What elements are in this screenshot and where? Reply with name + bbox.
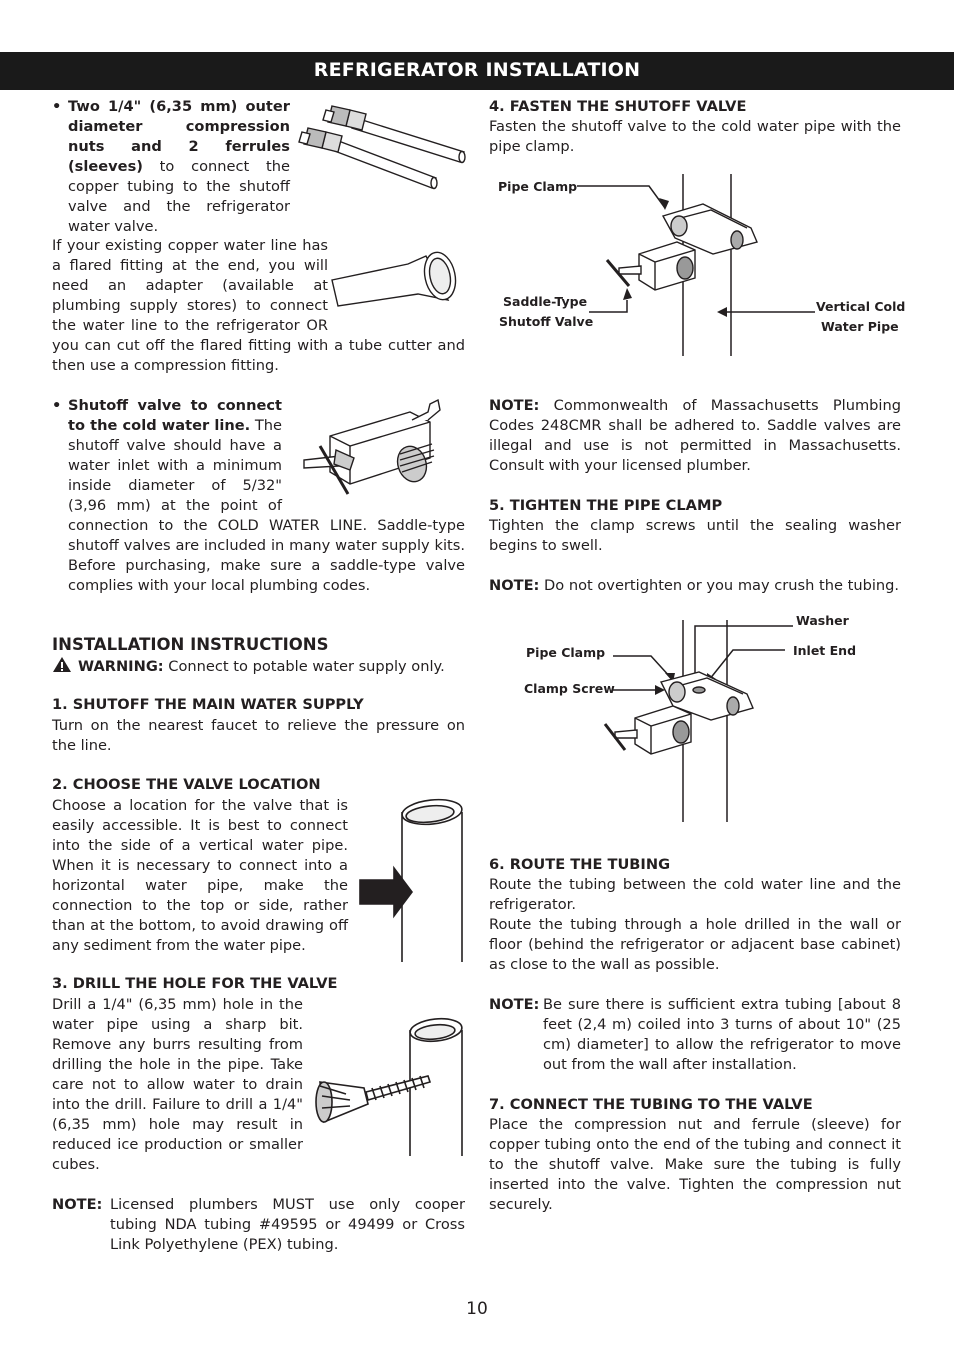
label-pipe-clamp-2: Pipe Clamp [526, 645, 606, 660]
step1-text: Turn on the nearest faucet to relieve the pressure on the line. [52, 717, 465, 754]
drill-bit-illustration [310, 1016, 466, 1156]
massachusetts-note: NOTE: Commonwealth of Massachusetts Plumbing Codes 248CMR shall be adhered to. Saddle valves are illegal and use is not permitted in Massachusetts. Consult with your licensed plumber. [489, 397, 901, 474]
licensed-plumbers-note: NOTE: Licensed plumbers MUST use only cooper tubing NDA tubing #49595 or 49499 or Cross Link Polyethylene (PEX) tubing. [52, 1196, 465, 1253]
label-inlet-end: Inlet End [793, 643, 857, 658]
step7-text: Place the compression nut and ferrule (sleeve) for copper tubing onto the end of the tubing and connect it to the shutoff valve. Make sure the tubing is fully inserted into the valve. Tighten the compression nut securely. [489, 1116, 901, 1213]
warning-line: WARNING: Connect to potable water supply only. [52, 656, 465, 677]
page-title: REFRIGERATOR INSTALLATION [313, 59, 641, 81]
bullet-compression-nuts: Two 1/4" (6,35 mm) outer diameter compression nuts and 2 ferrules (sleeves) to connect the copper tubing to the shutoff valve and the refrigerator water valve. [68, 98, 290, 235]
flared-tube-illustration [330, 250, 465, 320]
step1-title: 1. SHUTOFF THE MAIN WATER SUPPLY [52, 696, 364, 713]
flared-fitting-paragraph: If your existing copper water line has a flared fitting at the end, you will need an adapter (available at plumbing supply stores) to connect the water line to the refrigerator OR you can cut off the flared fitting with a tube cutter and then use a compression fitting. [52, 237, 465, 374]
vertical-pipe-arrow-illustration [358, 796, 466, 964]
step3-text: Drill a 1/4" (6,35 mm) hole in the water pipe using a sharp bit. Remove any burrs resulting from drilling the hole in the pipe. Take care not to allow water to drain into the drill. Failure to drill a 1/4" (6,35 mm) hole may result in reduced ice production or smaller cubes. [52, 996, 303, 1173]
bullet-shutoff-valve: Shutoff valve to connect to the cold water line. The shutoff valve should have a water inlet with a minimum inside diameter of 5/32" (3,96 mm) at the point of connection to the COLD WATER LINE. Saddle-type shutoff valves are included in many water supply kits. Before purchasing, make sure a saddle-type valve complies with your local plumbing codes. [68, 397, 465, 594]
step6-title: 6. ROUTE THE TUBING [489, 856, 671, 873]
label-water-pipe: Water Pipe [821, 319, 899, 334]
step4-title: 4. FASTEN THE SHUTOFF VALVE [489, 98, 747, 115]
overtighten-note: NOTE: Do not overtighten or you may crush the tubing. [489, 577, 900, 594]
page-number: 10 [466, 1299, 488, 1319]
header-banner [0, 52, 954, 90]
warning-icon [52, 656, 72, 672]
label-vertical-cold: Vertical Cold [816, 299, 906, 314]
copper-tubing-illustration [296, 100, 466, 190]
label-shutoff-valve: Shutoff Valve [499, 314, 594, 329]
shutoff-valve-illustration [300, 398, 465, 498]
step5-title: 5. TIGHTEN THE PIPE CLAMP [489, 497, 723, 514]
installation-instructions-heading: INSTALLATION INSTRUCTIONS [52, 635, 329, 654]
step7-title: 7. CONNECT THE TUBING TO THE VALVE [489, 1096, 813, 1113]
bullet-dot: • [52, 98, 62, 115]
bullet-dot: • [52, 397, 62, 414]
label-clamp-screw: Clamp Screw [524, 681, 615, 696]
step2-title: 2. CHOOSE THE VALVE LOCATION [52, 776, 321, 793]
extra-tubing-note: NOTE: Be sure there is sufficient extra tubing [about 8 feet (2,4 m) coiled into 3 turns of about 10" (25 cm) diameter] to allow the refrigerator to move out from the wall after installation. [489, 996, 901, 1073]
step5-text: Tighten the clamp screws until the sealing washer begins to swell. [489, 517, 901, 554]
step6-text-1: Route the tubing between the cold water line and the refrigerator. [489, 876, 901, 913]
step6-text-2: Route the tubing through a hole drilled in the wall or floor (behind the refrigerator or adjacent base cabinet) as close to the wall as possible. [489, 916, 901, 973]
label-saddle-type: Saddle-Type [503, 294, 588, 309]
step4-text: Fasten the shutoff valve to the cold water pipe with the pipe clamp. [489, 118, 901, 155]
step2-text: Choose a location for the valve that is easily accessible. It is best to connect into the side of a vertical water pipe. When it is necessary to connect into a horizontal water pipe, make the connection to the top or side, rather than at the bottom, to avoid drawing off any sediment from the water pipe. [52, 797, 348, 954]
label-washer: Washer [796, 613, 849, 628]
label-pipe-clamp: Pipe Clamp [498, 179, 578, 194]
step3-title: 3. DRILL THE HOLE FOR THE VALVE [52, 975, 338, 992]
